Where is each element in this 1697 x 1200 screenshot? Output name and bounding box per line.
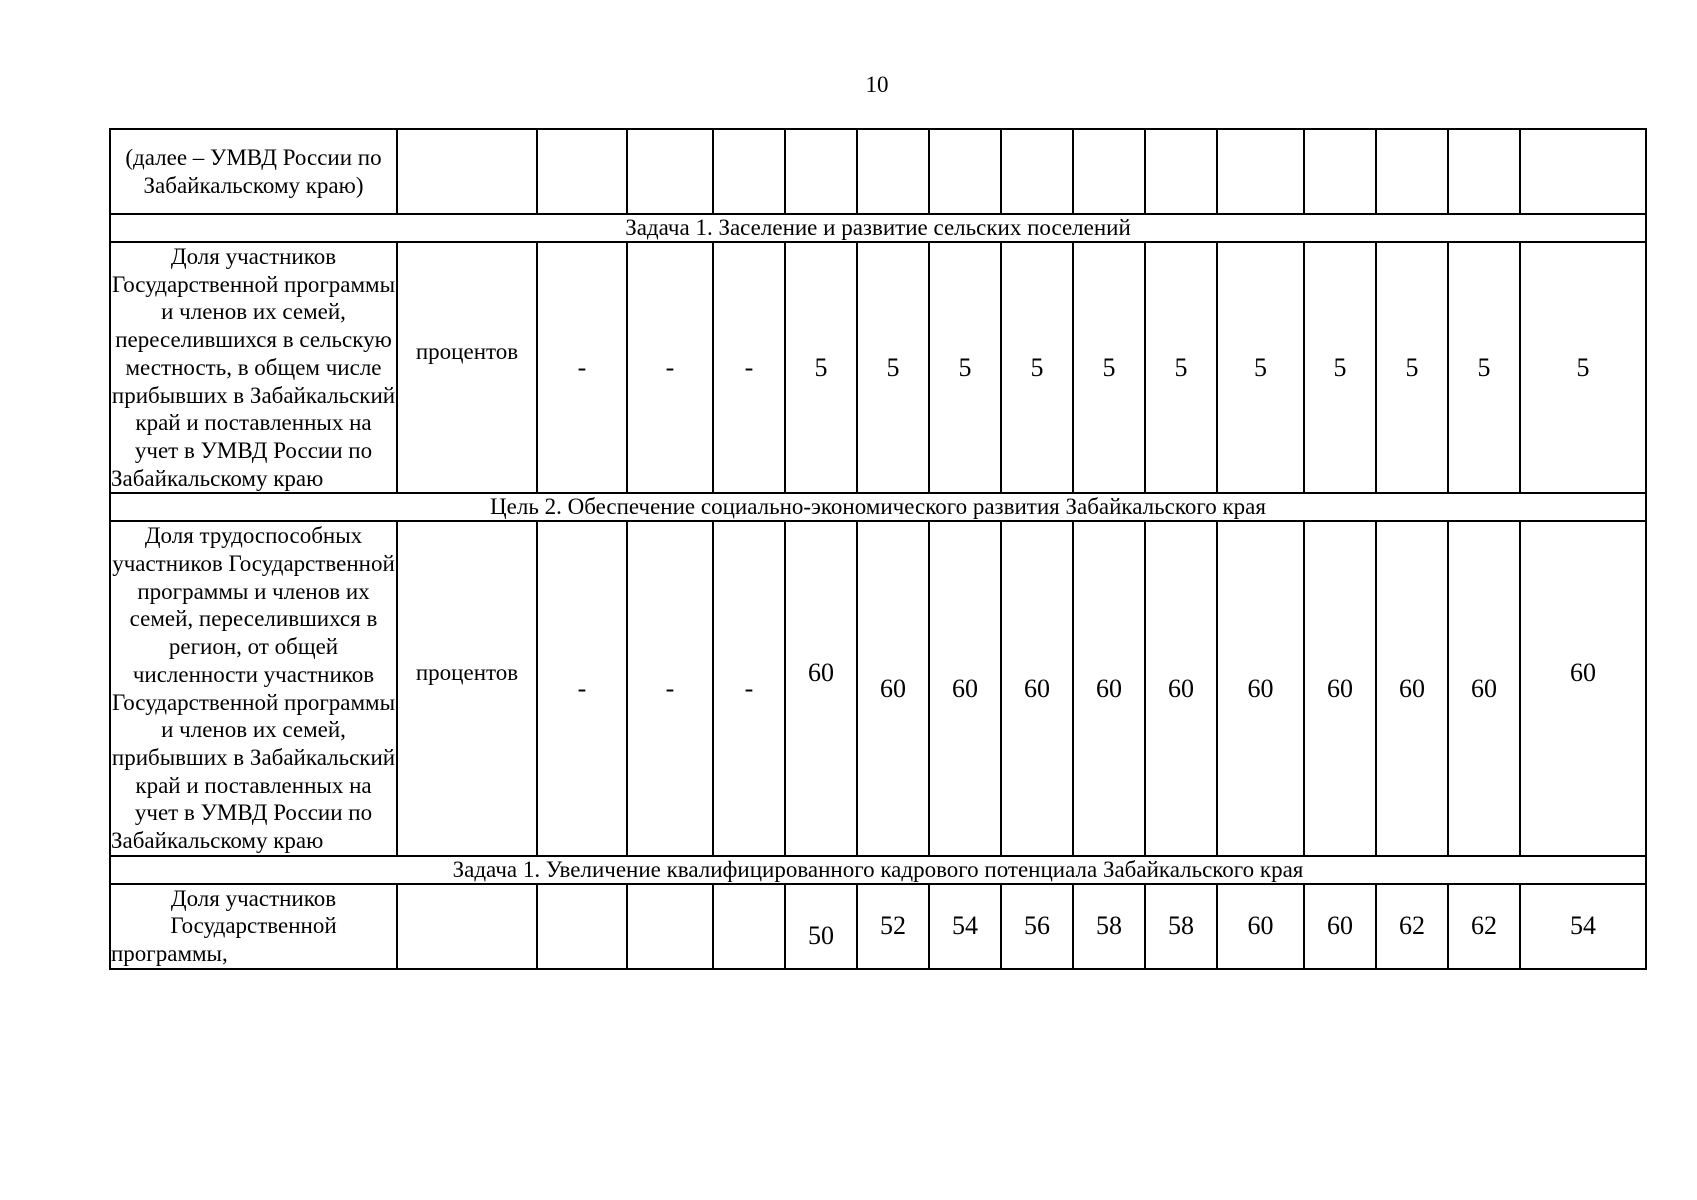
value-cell (1145, 129, 1217, 214)
value-cell: 54 (929, 884, 1001, 969)
value-cell: 60 (1304, 521, 1376, 855)
value-cell: 5 (785, 242, 857, 493)
section-header-task1: Задача 1. Заселение и развитие сельских поселений (110, 214, 1646, 242)
value-cell: 5 (1448, 242, 1520, 493)
value-label: 60 (808, 657, 834, 687)
value-cell: 5 (929, 242, 1001, 493)
value-cell: 5 (1304, 242, 1376, 493)
value-cell (785, 521, 857, 855)
value-cell: 5 (1073, 242, 1145, 493)
value-cell: 62 (1376, 884, 1448, 969)
value-cell (1520, 129, 1646, 214)
value-cell (1217, 129, 1304, 214)
value-cell: 60 (1448, 521, 1520, 855)
value-cell (857, 129, 929, 214)
value-cell: 58 (1145, 884, 1217, 969)
section-header-task1b: Задача 1. Увеличение квалифицированного кадрового потенциала Забайкальского края (110, 856, 1646, 884)
value-cell: 60 (1376, 521, 1448, 855)
unit-cell (397, 521, 537, 855)
value-cell: 62 (1448, 884, 1520, 969)
value-cell (929, 129, 1001, 214)
value-cell: 5 (1520, 242, 1646, 493)
value-cell: - (627, 521, 713, 855)
value-cell: 54 (1520, 884, 1646, 969)
value-cell: - (537, 521, 627, 855)
value-cell: - (713, 242, 785, 493)
value-cell (1304, 129, 1376, 214)
indicators-table (109, 128, 1647, 970)
value-label: 60 (1570, 657, 1596, 687)
value-cell (785, 129, 857, 214)
value-cell: - (537, 242, 627, 493)
value-cell: 58 (1073, 884, 1145, 969)
value-cell: 60 (1217, 521, 1304, 855)
section-header-goal2: Цель 2. Обеспечение социально-экономического развития Забайкальского края (110, 493, 1646, 521)
value-cell (1520, 521, 1646, 855)
value-cell: 60 (1145, 521, 1217, 855)
indicator-name-cell: Доля участников Государственной программы и членов их семей, переселившихся в сельскую местность, в общем числе прибывших в Забайкальский край и поставленных на учет в УМВД России по Забайкальскому краю (110, 242, 397, 493)
value-cell: 5 (1001, 242, 1073, 493)
value-cell (1001, 129, 1073, 214)
indicator-name-cell: Доля трудоспособных участников Государственной программы и членов их семей, переселившихся в регион, от общей численности участников Государственной программы и членов их семей, прибывших в Забайкальский край и поставленных на учет в УМВД России по Забайкальскому краю (110, 521, 397, 855)
value-cell: 60 (1304, 884, 1376, 969)
value-cell (713, 884, 785, 969)
value-cell: - (713, 521, 785, 855)
value-cell: 56 (1001, 884, 1073, 969)
value-cell: 5 (1217, 242, 1304, 493)
unit-cell (397, 884, 537, 969)
table-row-section-header (110, 856, 1646, 884)
value-cell: 60 (1001, 521, 1073, 855)
page-number: 10 (865, 72, 889, 97)
value-cell (1448, 129, 1520, 214)
value-cell (627, 129, 713, 214)
value-cell: 60 (1217, 884, 1304, 969)
value-cell (785, 884, 857, 969)
value-cell: 52 (857, 884, 929, 969)
value-label: 50 (808, 921, 834, 951)
unit-cell (397, 242, 537, 493)
unit-label: процентов (415, 659, 519, 685)
value-cell (1376, 129, 1448, 214)
value-cell (627, 884, 713, 969)
value-cell (713, 129, 785, 214)
value-cell: 60 (1073, 521, 1145, 855)
table-row-section-header (110, 493, 1646, 521)
table-row-indicator-2 (110, 521, 1646, 855)
table-row-section-header (110, 214, 1646, 242)
value-cell (537, 884, 627, 969)
indicator-name-cell: (далее – УМВД России по Забайкальскому краю) (110, 129, 397, 214)
unit-label: процентов (415, 338, 519, 364)
table-row-continuation (110, 129, 1646, 214)
indicator-name-cell: Доля участников Государственной программы, (110, 884, 397, 969)
value-cell: 5 (857, 242, 929, 493)
value-cell: - (627, 242, 713, 493)
value-cell: 60 (857, 521, 929, 855)
value-cell (537, 129, 627, 214)
unit-cell (397, 129, 537, 214)
value-cell: 5 (1145, 242, 1217, 493)
value-cell (1073, 129, 1145, 214)
value-cell: 5 (1376, 242, 1448, 493)
table-row-indicator-1 (110, 242, 1646, 493)
table-row-indicator-3 (110, 884, 1646, 969)
value-cell: 60 (929, 521, 1001, 855)
